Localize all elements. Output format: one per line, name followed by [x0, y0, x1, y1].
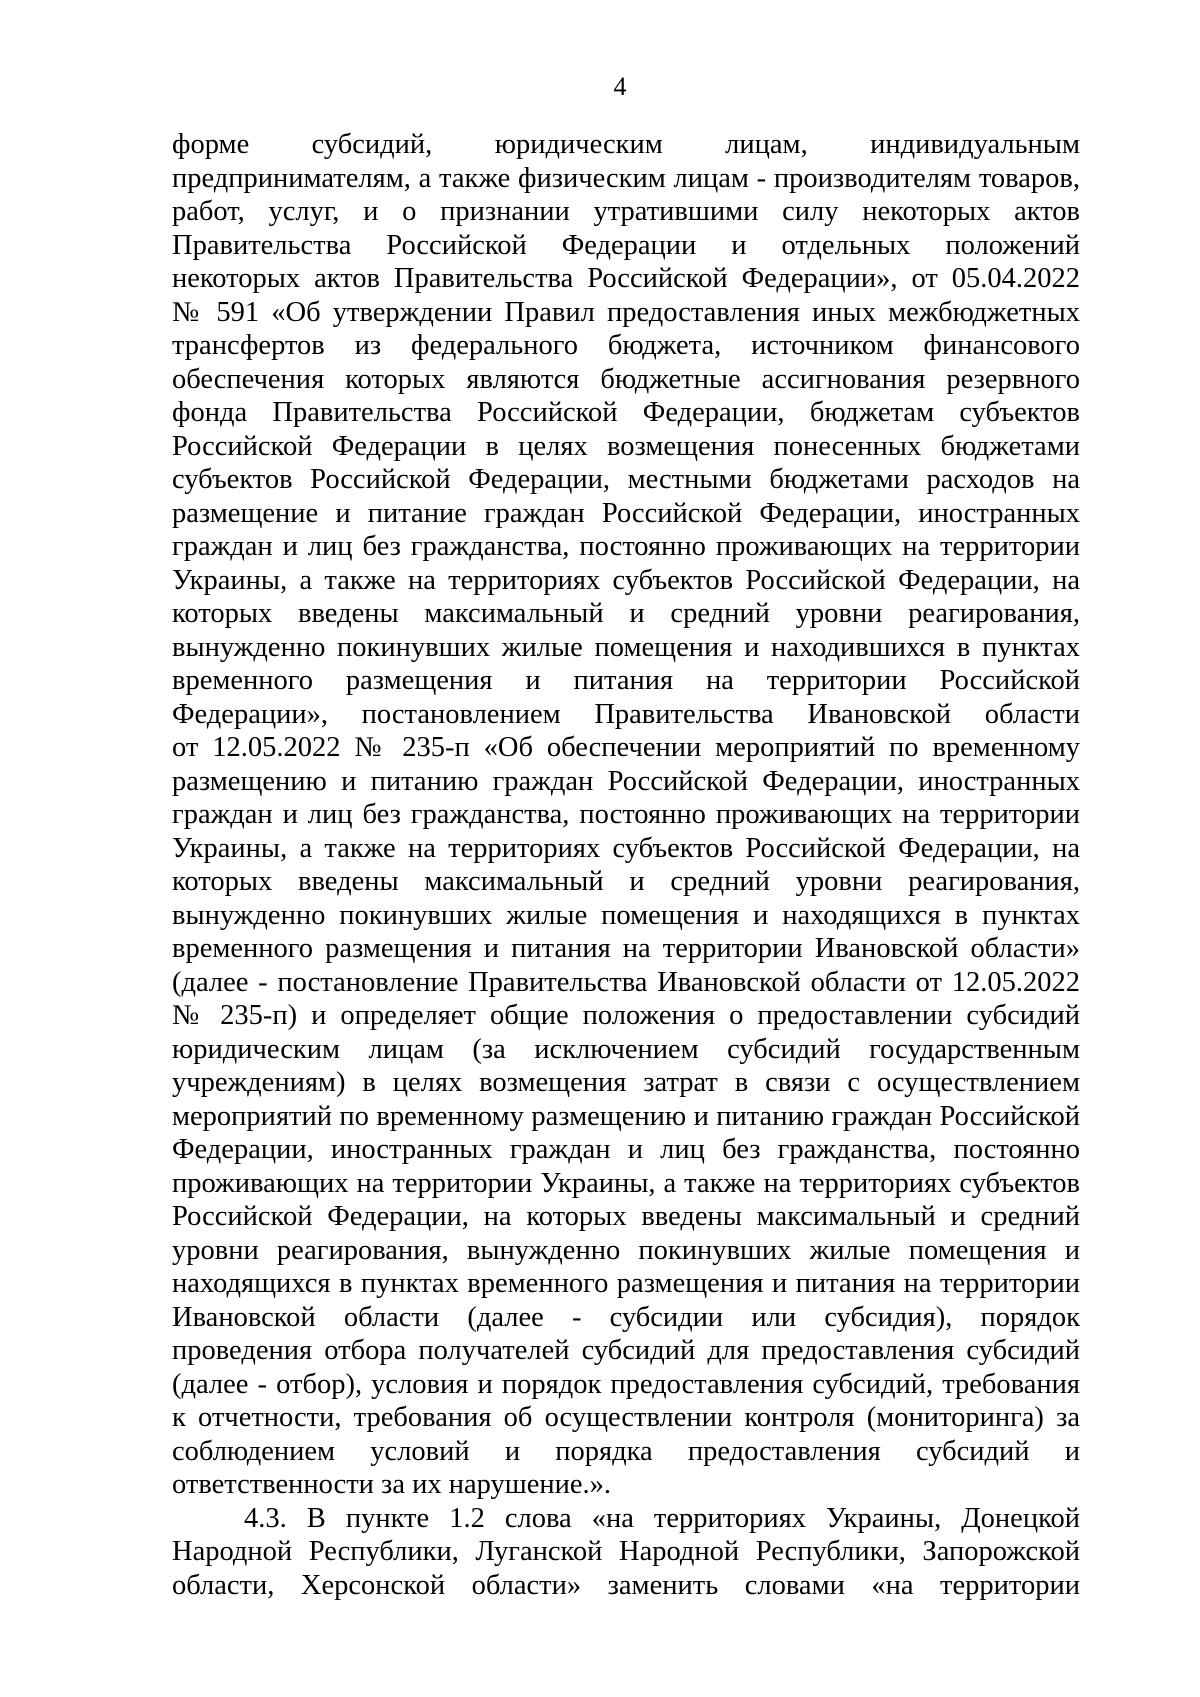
text-line: Ивановской области (далее - субсидии или субсидия), порядок — [172, 1301, 1080, 1333]
text-line: Российской Федерации в целях возмещения понесенных бюджетами — [172, 430, 1080, 462]
text-line: граждан и лиц без гражданства, постоянно проживающих на территории — [172, 531, 1080, 562]
text-line: которых введены максимальный и средний уровни реагирования, — [172, 598, 1080, 629]
text-line: находящихся в пунктах временного размещения и питания на территории — [172, 1268, 1080, 1299]
text-line: вынужденно покинувших жилые помещения и находившихся в пунктах — [172, 631, 1080, 663]
text-line: размещение и питание граждан Российской Федерации, иностранных — [172, 497, 1080, 529]
text-line: Народной Республики, Луганской Народной Республики, Запорожской — [172, 1536, 1080, 1567]
text-line: области, Херсонской области» заменить словами «на территории — [172, 1569, 1080, 1601]
text-line: Федерации», постановлением Правительства Ивановской области — [172, 698, 1080, 730]
text-line: трансфертов из федерального бюджета, источником финансового — [172, 330, 1080, 361]
text-line: (далее - постановление Правительства Ивановской области от 12.05.2022 — [172, 966, 1080, 998]
text-line: от 12.05.2022 № 235-п «Об обеспечении мероприятий по временному — [172, 732, 1080, 763]
text-line: (далее - отбор), условия и порядок предоставления субсидий, требования — [172, 1368, 1080, 1400]
text-line: Федерации, иностранных граждан и лиц без гражданства, постоянно — [172, 1134, 1080, 1165]
text-line: предпринимателям, а также физическим лицам - производителям товаров, — [172, 162, 1080, 194]
text-line: субъектов Российской Федерации, местными бюджетами расходов на — [172, 464, 1080, 495]
body-text — [172, 128, 1080, 1602]
text-line: мероприятий по временному размещению и питанию граждан Российской — [172, 1100, 1080, 1132]
text-line: Правительства Российской Федерации и отдельных положений — [172, 229, 1080, 261]
text-line: некоторых актов Правительства Российской Федерации», от 05.04.2022 — [172, 263, 1080, 294]
text-line: проведения отбора получателей субсидий для предоставления субсидий — [172, 1335, 1080, 1366]
text-line: которых введены максимальный и средний уровни реагирования, — [172, 866, 1080, 897]
text-line: уровни реагирования, вынужденно покинувших жилые помещения и — [172, 1234, 1080, 1266]
text-line: фонда Правительства Российской Федерации, бюджетам субъектов — [172, 397, 1080, 428]
text-line: вынужденно покинувших жилые помещения и находящихся в пунктах — [172, 899, 1080, 931]
text-line: временного размещения и питания на территории Ивановской области» — [172, 933, 1080, 964]
text-line: граждан и лиц без гражданства, постоянно проживающих на территории — [172, 799, 1080, 830]
text-line: № 591 «Об утверждении Правил предоставления иных межбюджетных — [172, 296, 1080, 328]
text-line: к отчетности, требования об осуществлении контроля (мониторинга) за — [172, 1402, 1080, 1433]
text-line: временного размещения и питания на территории Российской — [172, 665, 1080, 696]
page-number: 4 — [613, 72, 627, 101]
text-line: ответственности за их нарушение.». — [172, 1469, 611, 1500]
text-line: юридическим лицам (за исключением субсидий государственным — [172, 1033, 1080, 1065]
text-line: № 235-п) и определяет общие положения о предоставлении субсидий — [172, 1000, 1080, 1031]
text-line: соблюдением условий и порядка предоставления субсидий и — [172, 1435, 1080, 1467]
text-line: работ, услуг, и о признании утратившими силу некоторых актов — [172, 196, 1080, 227]
text-line: проживающих на территории Украины, а также на территориях субъектов — [172, 1167, 1080, 1199]
text-line: 4.3. В пункте 1.2 слова «на территориях Украины, Донецкой — [244, 1502, 1080, 1534]
text-line: форме субсидий, юридическим лицам, индивидуальным — [172, 129, 1080, 160]
text-line: учреждениям) в целях возмещения затрат в связи с осуществлением — [172, 1067, 1080, 1098]
text-line: Российской Федерации, на которых введены максимальный и средний — [172, 1201, 1080, 1232]
text-line: размещению и питанию граждан Российской Федерации, иностранных — [172, 765, 1080, 797]
text-line: обеспечения которых являются бюджетные ассигнования резервного — [172, 363, 1080, 395]
text-line: Украины, а также на территориях субъектов Российской Федерации, на — [172, 832, 1080, 864]
text-line: Украины, а также на территориях субъектов Российской Федерации, на — [172, 564, 1080, 596]
